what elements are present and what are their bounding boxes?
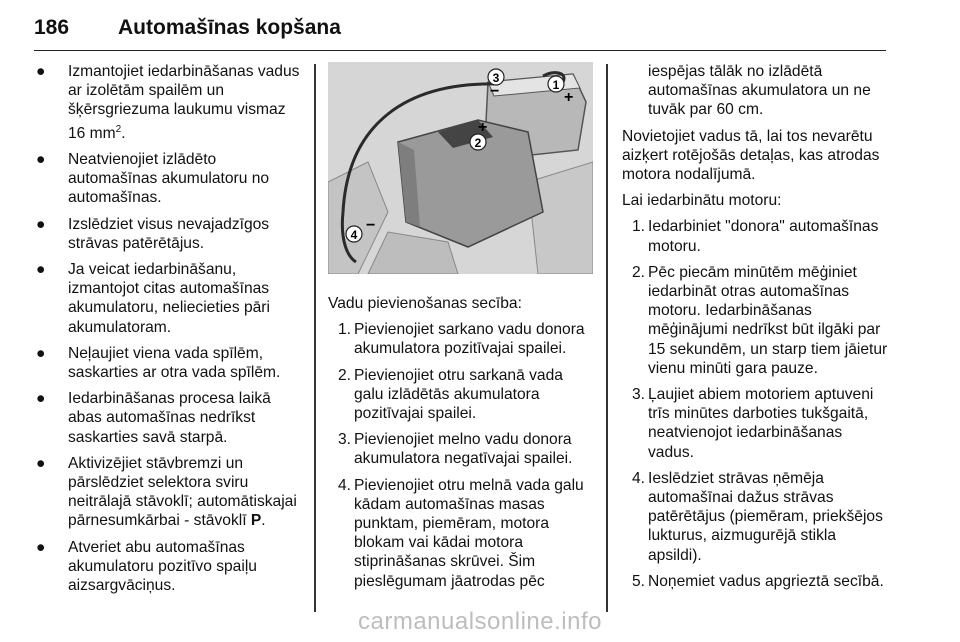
superscript: 2 bbox=[115, 123, 122, 135]
list-item: ● Izmantojiet iedarbināšanas vadus ar izolētām spailēm un šķērsgriezuma laukumu vismaz 16 $mm^2$. bbox=[36, 63, 300, 142]
list-item: 3. Ļaujiet abiem motoriem aptuveni trīs minūtes darboties tukšgaitā, neatvienojot iedarbināšanas vadus. bbox=[632, 386, 874, 461]
column-right bbox=[622, 62, 890, 598]
list-item: 5. Noņemiet vadus apgrieztā secībā. bbox=[632, 572, 884, 590]
column-divider bbox=[606, 64, 608, 612]
list-item: ● Atveriet abu automašīnas akumulatoru pozitīvo spaiļu aizsargvāciņus. bbox=[36, 538, 257, 595]
list-item: 3. Pievienojiet melno vadu donora akumulatora negatīvajai spailei. bbox=[338, 431, 573, 468]
column-left bbox=[36, 62, 306, 602]
list-item: 1. Pievienojiet sarkano vadu donora akumulatora pozitīvajai spailei. bbox=[338, 321, 585, 358]
bullet-icon: ● bbox=[36, 538, 46, 556]
callout-4 bbox=[346, 226, 362, 242]
list-item: ● Aktivizējiet stāvbremzi un pārslēdziet selektora sviru neitrālajā stāvoklī; automātiskajai pārnesumkārbai - stāvoklī P. bbox=[36, 454, 297, 530]
column-middle bbox=[328, 62, 593, 598]
paragraph: Novietojiet vadus tā, lai tos nevarētu aizķert rotējošās detaļas, kas atrodas motora nodalījumā. bbox=[622, 127, 880, 184]
paragraph: Lai iedarbinātu motoru: bbox=[622, 192, 782, 210]
plus-sign: + bbox=[564, 89, 574, 106]
steps-intro: Vadu pievienošanas secība: bbox=[328, 295, 522, 312]
list-item: 4. Ieslēdziet strāvas ņēmēja automašīnai dažus strāvas patērētājus (piemēram, priekšējos lukturus, aizmugurējā stikla apsildi). bbox=[632, 469, 883, 564]
list-item: ● Neļaujiet viena vada spīlēm, saskarties ar otra vada spīlēm. bbox=[36, 344, 281, 382]
list-item: ● Neatvienojiet izlādēto automašīnas akumulatoru no automašīnas. bbox=[36, 151, 270, 207]
svg-text:1: 1 bbox=[552, 78, 560, 92]
bullet-icon: ● bbox=[36, 454, 46, 472]
minus-sign: − bbox=[490, 83, 500, 100]
page-number: 186 bbox=[34, 16, 70, 39]
continuation-text: iespējas tālāk no izlādētā automašīnas akumulatora un ne tuvāk par 60 cm. bbox=[648, 63, 871, 119]
bullet-icon: ● bbox=[36, 151, 46, 168]
list-item: 4. Pievienojiet otru melnā vada galu kādam automašīnas masas punktam, piemēram, motora blokam vai kādai motora stiprināšanas skrūvei. Šim pieslēgumam jāatrodas pēc bbox=[338, 476, 584, 590]
page-header bbox=[34, 12, 886, 51]
list-item: ● Ja veicat iedarbināšanu, izmantojot citas automašīnas akumulatoru, neliecieties pāri akumulatoram. bbox=[36, 261, 270, 336]
plus-sign: + bbox=[478, 119, 488, 136]
minus-sign: − bbox=[366, 217, 376, 234]
list-item: ● Iedarbināšanas procesa laikā abas automašīnas nedrīkst saskarties savā starpā. bbox=[36, 390, 271, 446]
bullet-icon: ● bbox=[36, 261, 46, 279]
svg-text:3: 3 bbox=[492, 71, 500, 85]
watermark: carmanualsonline.info bbox=[358, 608, 602, 635]
bullet-icon: ● bbox=[36, 390, 46, 408]
callout-1 bbox=[548, 76, 564, 92]
column-divider bbox=[314, 64, 316, 612]
engine-bay-drawing bbox=[328, 62, 593, 274]
bullet-icon: ● bbox=[36, 215, 46, 233]
list-item: 1. Iedarbiniet "donora" automašīnas motoru. bbox=[632, 218, 879, 255]
page-title: Automašīnas kopšana bbox=[118, 16, 341, 39]
gear-position-p: P bbox=[250, 512, 262, 530]
svg-text:4: 4 bbox=[350, 228, 358, 242]
battery-illustration bbox=[328, 62, 593, 274]
callout-2 bbox=[470, 134, 486, 150]
bullet-icon: ● bbox=[36, 344, 46, 362]
list-item: 2. Pēc piecām minūtēm mēģiniet iedarbināt otras automašīnas motoru. Iedarbināšanas mēģinājumi nedrīkst būt ilgāki par 15 sekundēm, un starp tiem jāietur vienu minūti gara pauze. bbox=[632, 263, 888, 377]
list-item: 2. Pievienojiet otru sarkanā vada galu izlādētās akumulatora pozitīvajai spailei. bbox=[338, 366, 563, 423]
svg-text:2: 2 bbox=[474, 136, 482, 150]
bullet-icon: ● bbox=[36, 63, 46, 80]
list-item: ● Izslēdziet visus nevajadzīgos strāvas patērētājus. bbox=[36, 215, 270, 252]
